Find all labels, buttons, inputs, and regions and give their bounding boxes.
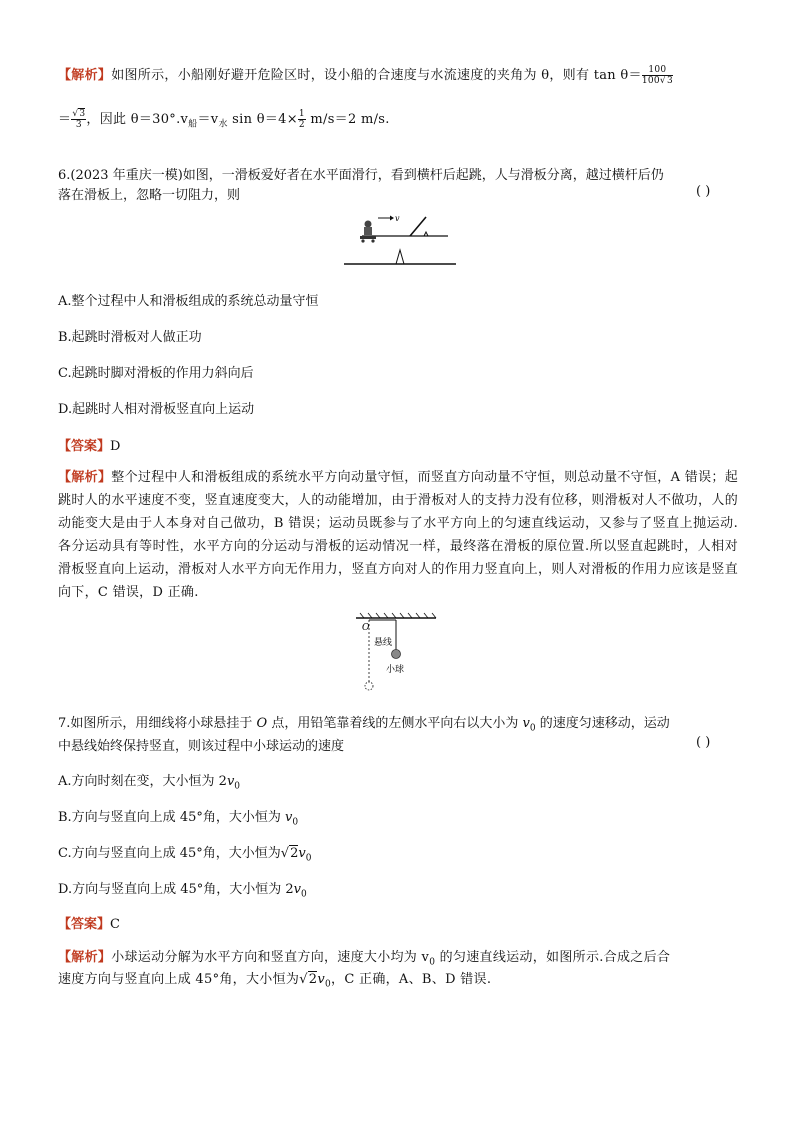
q5-analysis-line2: ＝ $\frac{√3}{3}$ ，因此 $\theta=30^\circ.v_船=v_水$ sin θ＝4× $\frac{1}{2}$ m/s＝2 m/s.	[58, 109, 390, 130]
analysis-tag: 【解析】	[58, 68, 112, 83]
ball-label: 小球	[386, 665, 405, 675]
wheel-left	[361, 239, 364, 242]
crossbar	[410, 217, 426, 236]
q6-option-d: D.起跳时人相对滑板竖直向上运动	[58, 402, 255, 417]
q6-option-c: C.起跳时脚对滑板的作用力斜向后	[58, 366, 254, 381]
q7-stem-line1: 7.如图所示，用细线将小球悬挂于 O 点，用铅笔靠着线的左侧水平向右以大小为 $v_0$ 的速度匀速移动，运动	[58, 716, 670, 734]
q7-option-c: C.方向与竖直向上成 45°角，大小恒为$√2v_0$	[58, 846, 312, 864]
q7-answer-paren: ( )	[696, 735, 711, 750]
q7-stem-line2: 中悬线始终保持竖直，则该过程中小球运动的速度	[58, 739, 345, 754]
pendulum-figure	[352, 612, 438, 694]
answer-tag: 【答案】	[58, 439, 111, 454]
q7-option-a: A.方向时刻在变，大小恒为 $2v_0$	[58, 774, 241, 792]
q6-stem-line1: 6.(2023 年重庆一模)如图，一滑板爱好者在水平面滑行，看到横杆后起跳，人与滑板分离，越过横杆后仍	[58, 168, 664, 183]
dashed-ball	[365, 682, 373, 690]
skateboard	[360, 236, 376, 239]
string-label: 悬线	[374, 638, 393, 648]
analysis-tag: 【解析】	[58, 950, 112, 965]
q7-analysis-line1: 【解析】小球运动分解为水平方向和竖直方向，速度大小均为 $v_0$ 的匀速直线运动，如图所示.合成之后合	[58, 950, 671, 968]
q7-option-b: B.方向与竖直向上成 45°角，大小恒为 $v_0$	[58, 810, 299, 828]
q5-analysis-text1: 如图所示，小船刚好避开危险区时，设小船的合速度与水流速度的夹角为 θ，则有 tan θ＝	[111, 68, 642, 83]
wheel-right	[371, 239, 374, 242]
arrowhead	[390, 216, 394, 221]
q6-answer-paren: ( )	[696, 184, 711, 199]
q6-answer	[58, 435, 120, 454]
q6-option-b: B.起跳时滑板对人做正功	[58, 330, 202, 345]
q7-option-d: D.方向与竖直向上成 45°角，大小恒为 $2v_0$	[58, 882, 307, 900]
left-support	[396, 250, 404, 264]
analysis-tag: 【解析】	[58, 470, 112, 485]
point-o-label: O	[362, 623, 370, 633]
ball	[392, 650, 401, 659]
person-body	[364, 227, 372, 235]
person-head	[365, 221, 372, 228]
skateboard-figure	[338, 212, 458, 268]
q6-analysis-text: 整个过程中人和滑板组成的系统水平方向动量守恒，而竖直方向动量不守恒，则总动量不守恒，A 错误；起跳时人的水平速度不变，竖直速度变大，人的动能增加，由于滑板对人的支持力没有位移，则滑板对人不做功，人的动能变大是由于人本身对自己做功，B 错误；运动员既参与了水平方向上的匀速直线运动，又参与了竖直上抛运动.各分运动具有等时性，水平方向的分运动与滑板的运动情况一样，最终落在滑板的原位置.所以竖直起跳时，人相对滑板竖直向上运动，滑板对人水平方向无作用力，竖直方向对人的作用力竖直向上，则人对滑板的作用力应该是竖直向下，C 错误，D 正确.	[58, 470, 739, 600]
q6-analysis	[58, 466, 738, 604]
top-support	[424, 232, 428, 236]
answer-tag: 【答案】	[58, 917, 111, 932]
q5-fraction3: $\frac{1}{2}$	[298, 109, 305, 130]
q6-stem-line2: 落在滑板上，忽略一切阻力，则	[58, 188, 241, 203]
q5-fraction: $\frac{100}{100√3}$	[641, 65, 673, 86]
q7-answer	[58, 913, 120, 932]
velocity-label: v	[395, 214, 400, 223]
q7-answer-value: C	[110, 917, 120, 932]
q7-analysis-line2: 速度方向与竖直向上成 45°角，大小恒为$√2v_0$，C 正确，A、B、D 错误.	[58, 972, 492, 990]
ceiling-hatch	[360, 613, 436, 618]
q6-answer-value: D	[110, 439, 121, 454]
q6-option-a: A.整个过程中人和滑板组成的系统总动量守恒	[58, 294, 319, 309]
q5-analysis-line1	[58, 64, 673, 86]
q5-fraction2: $\frac{√3}{3}$	[72, 109, 86, 130]
